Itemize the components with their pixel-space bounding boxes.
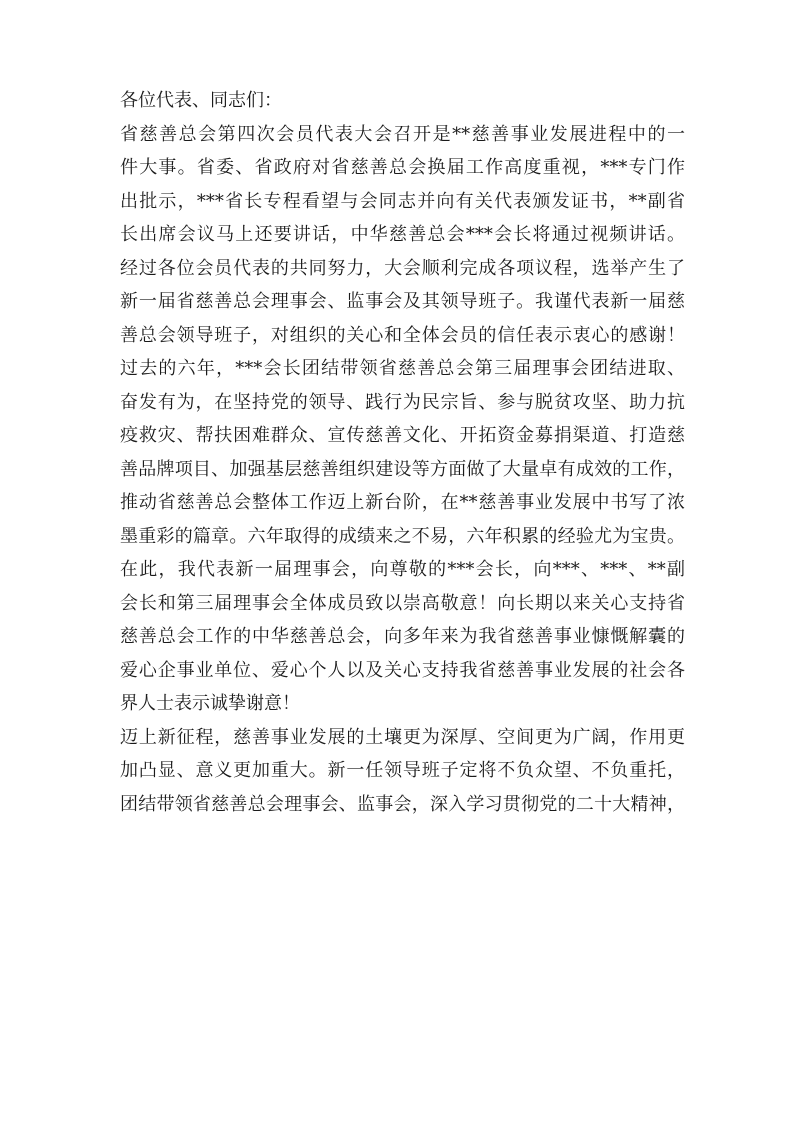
text-line: 出批示，***省长专程看望与会同志并向有关代表颁发证书，**副省 [120,190,685,212]
text-line: 新一届省慈善总会理事会、监事会及其领导班子。我谨代表新一届慈 [120,291,685,312]
text-line: 奋发有为，在坚持党的领导、践行为民宗旨、参与脱贫攻坚、助力抗 [120,391,685,413]
text-line: 疫救灾、帮扶困难群众、宣传慈善文化、开拓资金募捐渠道、打造慈 [120,425,685,446]
text-line: 界人士表示诚挚谢意！ [120,693,300,714]
text-line: 会长和第三届理事会全体成员致以崇高敬意！向长期以来关心支持省 [120,592,685,614]
text-line: 善品牌项目、加强基层慈善组织建设等方面做了大量卓有成效的工作， [120,458,685,480]
text-line: 迈上新征程，慈善事业发展的土壤更为深厚、空间更为广阔，作用更 [120,726,685,748]
text-line: 推动省慈善总会整体工作迈上新台阶，在**慈善事业发展中书写了浓 [120,492,685,513]
text-line: 过去的六年，***会长团结带领省慈善总会第三届理事会团结进取、 [120,358,685,379]
text-line-greeting: 各位代表、同志们： [120,90,282,111]
text-line: 墨重彩的篇章。六年取得的成绩来之不易，六年积累的经验尤为宝贵。 [120,525,685,547]
text-line: 爱心企事业单位、爱心个人以及关心支持我省慈善事业发展的社会各 [120,659,685,681]
text-line: 件大事。省委、省政府对省慈善总会换届工作高度重视，***专门作 [120,157,685,178]
text-line: 经过各位会员代表的共同努力，大会顺利完成各项议程，选举产生了 [120,257,685,279]
text-line: 善总会领导班子，对组织的关心和全体会员的信任表示衷心的感谢！ [120,324,685,346]
text-line: 在此，我代表新一届理事会，向尊敬的***会长，向***、***、**副 [120,559,685,580]
speech-body [120,84,685,821]
text-line: 长出席会议马上还要讲话，中华慈善总会***会长将通过视频讲话。 [120,224,685,245]
text-line: 省慈善总会第四次会员代表大会召开是**慈善事业发展进程中的一 [120,123,685,145]
text-line: 加凸显、意义更加重大。新一任领导班子定将不负众望、不负重托， [120,760,685,781]
text-line: 慈善总会工作的中华慈善总会，向多年来为我省慈善事业慷慨解囊的 [120,626,685,647]
text-line: 团结带领省慈善总会理事会、监事会，深入学习贯彻党的二十大精神， [120,793,685,815]
